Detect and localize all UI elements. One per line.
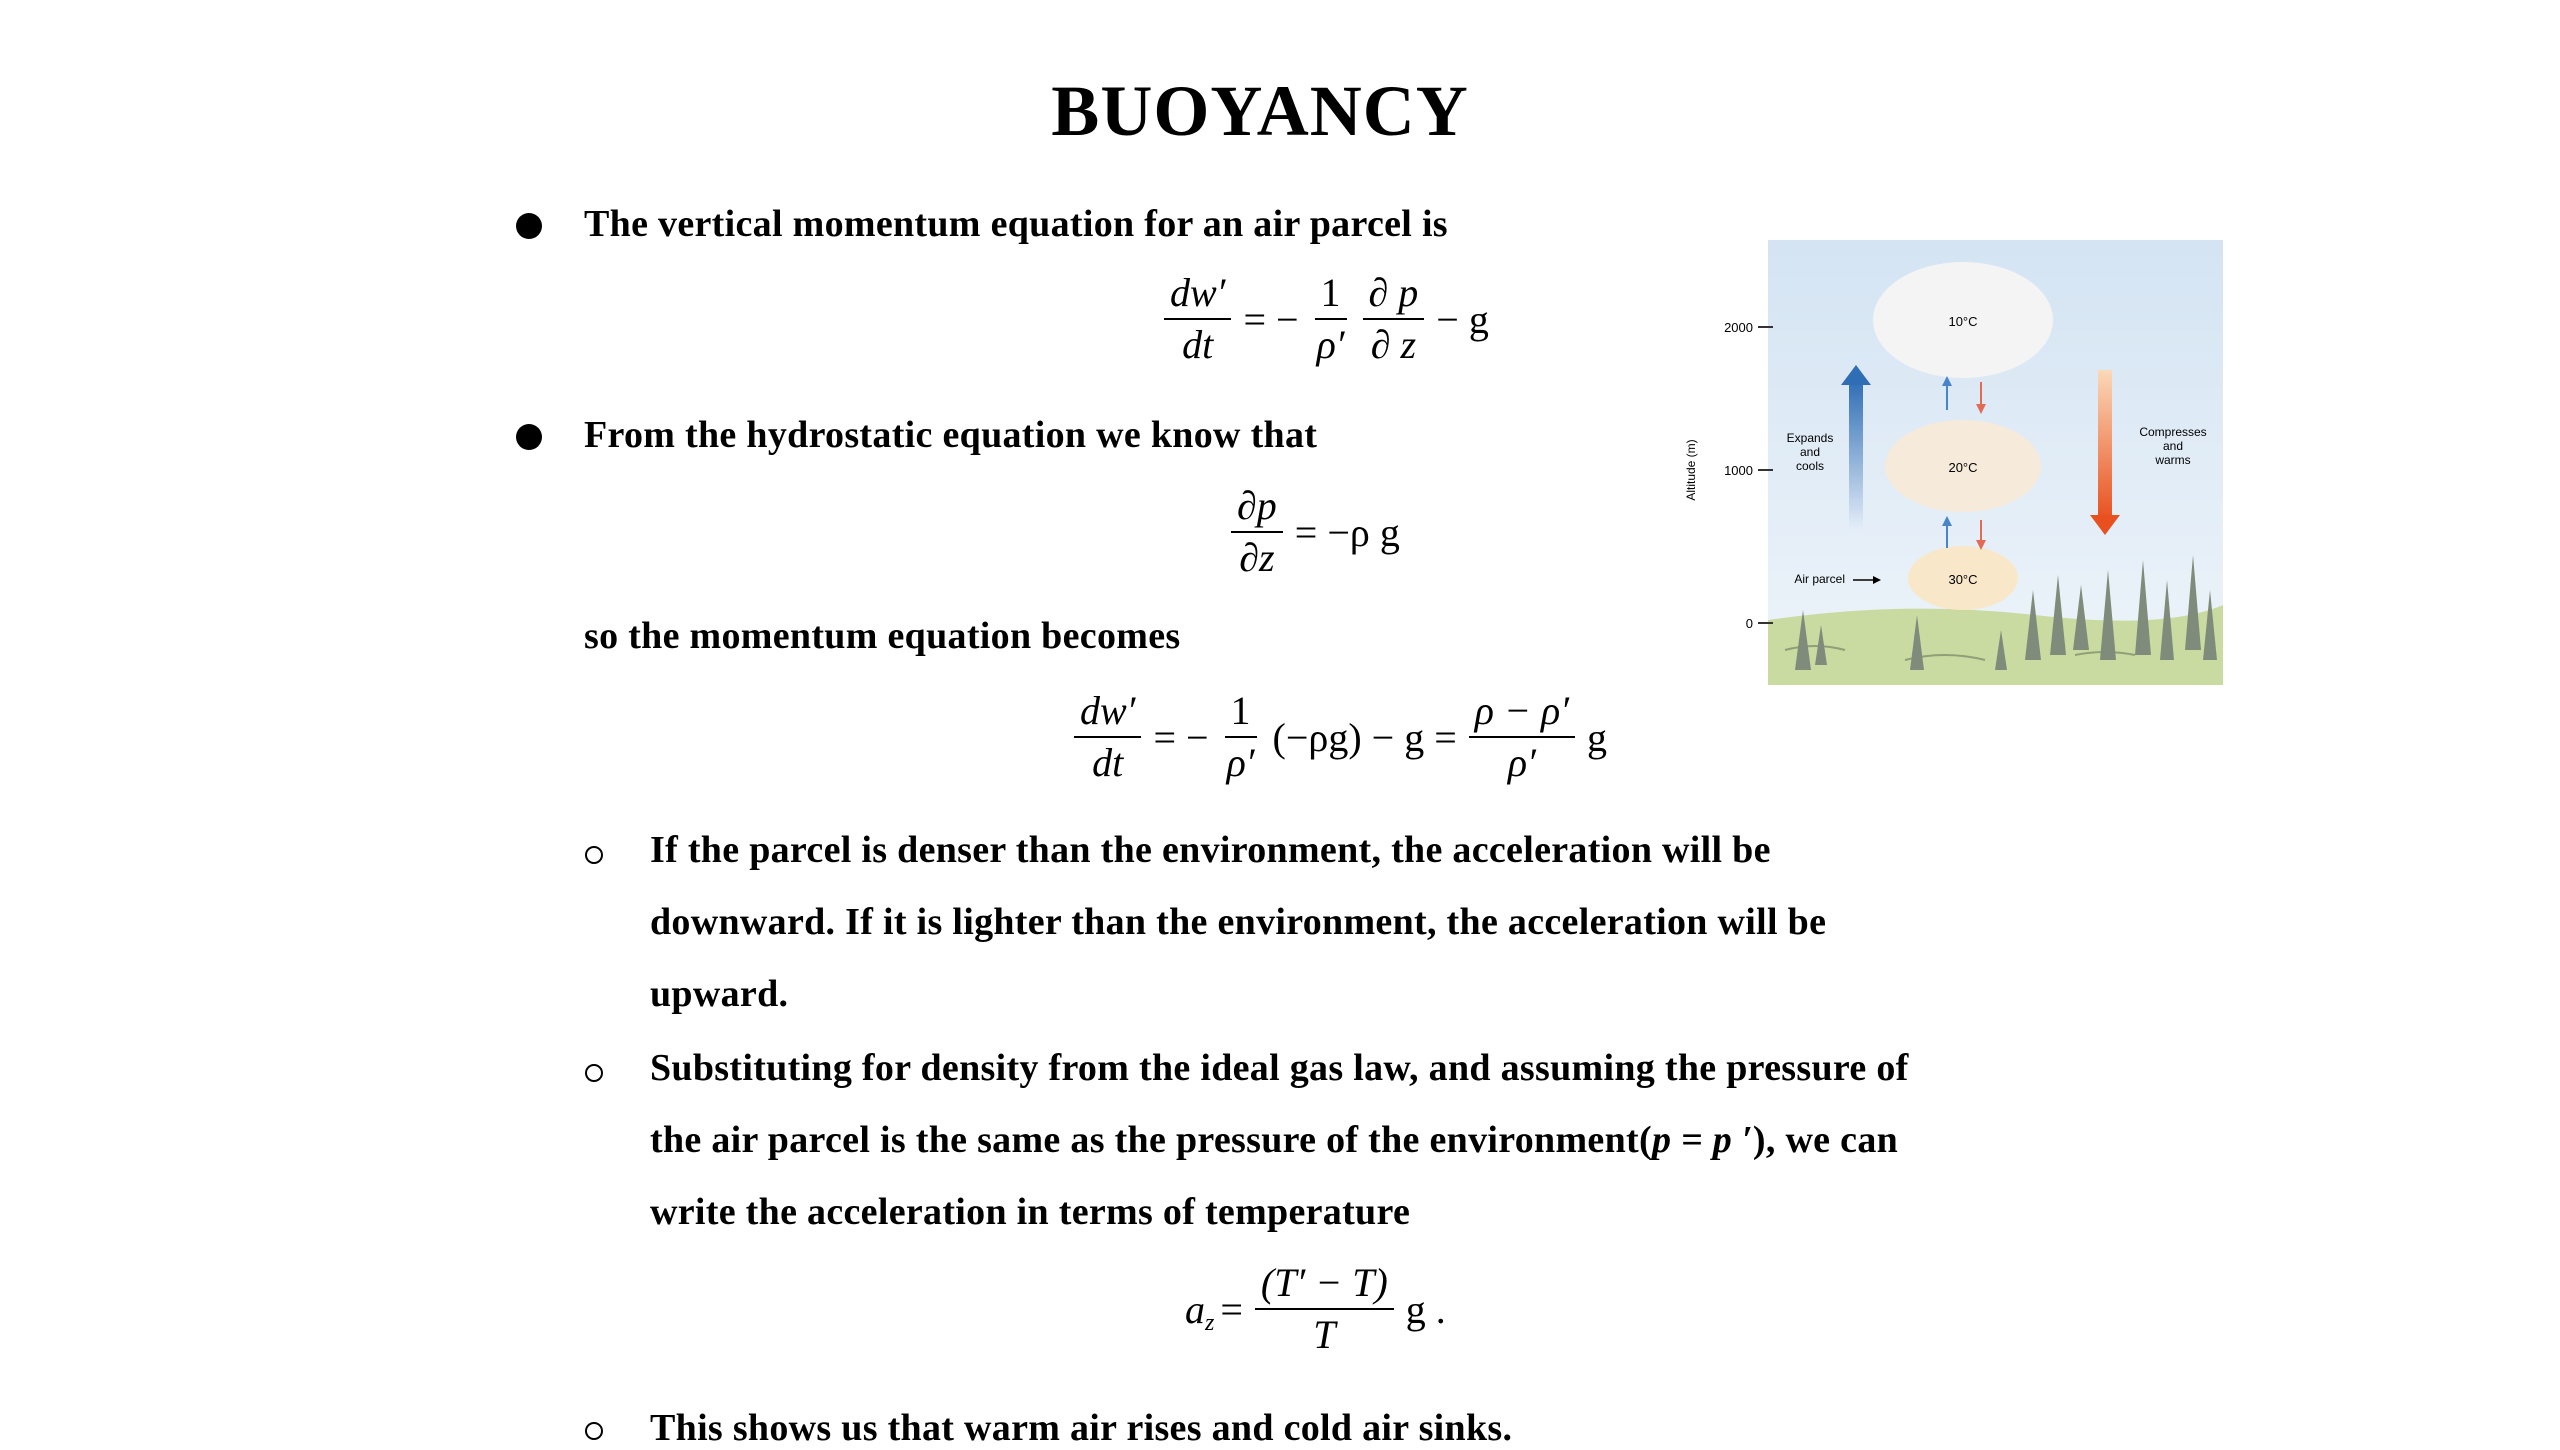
sub-bullet-text-3: This shows us that warm air rises and cold air sinks.: [650, 1407, 1513, 1449]
operator: = −ρ g: [1294, 509, 1400, 555]
operator: =: [1220, 1286, 1243, 1332]
operator: (−ρg) − g =: [1272, 714, 1457, 760]
bullet-text-1: The vertical momentum equation for an air parcel is: [584, 203, 1448, 245]
equation-buoyancy: [1068, 690, 1613, 784]
bullet-text-2-continued: so the momentum equation becomes: [584, 615, 1181, 657]
operator: g .: [1405, 1286, 1446, 1332]
y-tick-1000: 1000: [1724, 463, 1753, 478]
cloud-label-bottom: 30°C: [1948, 572, 1978, 587]
sub-bullet-circle: [585, 1064, 603, 1082]
numerator: dw′: [1164, 272, 1231, 320]
page-title: BUOYANCY: [1051, 71, 1469, 151]
cloud-label-middle: 20°C: [1948, 460, 1978, 475]
fraction: [1255, 1262, 1394, 1356]
sub-bullet-circle: [585, 1422, 603, 1440]
lhs: a: [1185, 1286, 1205, 1332]
y-axis-label: Altitude (m): [1684, 439, 1698, 501]
sub-bullet-text-2-line-3: write the acceleration in terms of temperature: [650, 1191, 1411, 1233]
fraction: [1469, 690, 1575, 784]
sub-bullet-text-2-line-2: [650, 1118, 1898, 1162]
numerator: ∂ p: [1363, 272, 1425, 320]
numerator: 1: [1225, 690, 1257, 738]
compresses-warms-label: Compresses and warms: [2139, 425, 2207, 467]
sub-bullet-text-2-line-1: Substituting for density from the ideal gas law, and assuming the pressure of: [650, 1047, 1909, 1089]
denominator: T: [1313, 1312, 1336, 1357]
denominator: dt: [1182, 322, 1214, 367]
numerator: dw′: [1074, 690, 1141, 738]
fraction: [1164, 272, 1231, 366]
bullet-dot: [516, 424, 542, 450]
operator: = −: [1153, 714, 1209, 760]
operator: g: [1586, 714, 1607, 760]
fraction: [1363, 272, 1425, 366]
denominator: dt: [1092, 740, 1124, 785]
y-tick-2000: 2000: [1724, 320, 1753, 335]
fraction: [1074, 690, 1141, 784]
bullet-text-2: From the hydrostatic equation we know that: [584, 414, 1318, 456]
numerator: ρ − ρ′: [1469, 690, 1575, 738]
bullet-dot: [516, 213, 542, 239]
text-segment: the air parcel is the same as the pressure of the environment(: [650, 1119, 1652, 1161]
operator: = −: [1243, 296, 1299, 342]
equation-momentum: [1158, 272, 1495, 366]
cloud-label-top: 10°C: [1948, 314, 1978, 329]
denominator: ∂ z: [1370, 322, 1417, 367]
y-tick-0: 0: [1745, 616, 1753, 631]
fraction: [1311, 272, 1351, 366]
fraction: [1221, 690, 1261, 784]
numerator: (T′ − T): [1255, 1262, 1394, 1310]
denominator: ρ′: [1507, 740, 1536, 785]
denominator: ρ′: [1316, 322, 1345, 367]
sub-bullet-circle: [585, 846, 603, 864]
numerator: 1: [1315, 272, 1347, 320]
expands-cools-label: Expands and cools: [1786, 431, 1834, 473]
subscript: z: [1205, 1309, 1215, 1336]
operator: − g: [1436, 296, 1489, 342]
equation-temperature-acceleration: [1185, 1262, 1452, 1356]
fraction: [1231, 485, 1283, 579]
air-parcel-label: Air parcel: [1794, 572, 1845, 586]
text-segment: ), we can: [1752, 1119, 1899, 1161]
equation-hydrostatic: [1225, 485, 1406, 579]
denominator: ∂z: [1239, 535, 1275, 580]
buoyancy-diagram: [1655, 230, 2235, 690]
numerator: ∂p: [1231, 485, 1283, 533]
denominator: ρ′: [1226, 740, 1255, 785]
sub-bullet-text-1-line-3: upward.: [650, 973, 789, 1015]
sub-bullet-text-1-line-2: downward. If it is lighter than the environment, the acceleration will be: [650, 901, 1827, 943]
inline-math: p = p ′: [1651, 1119, 1753, 1161]
sub-bullet-text-1-line-1: If the parcel is denser than the environment, the acceleration will be: [650, 829, 1771, 871]
